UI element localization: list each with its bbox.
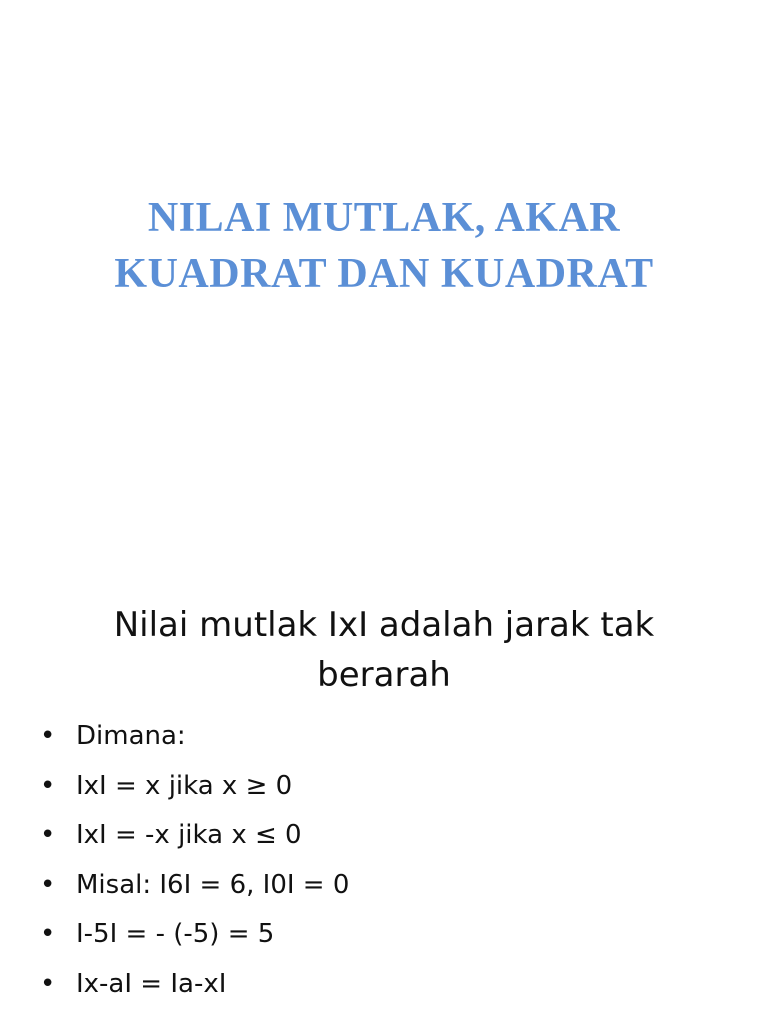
bullet-item xyxy=(40,811,349,861)
bullet-dot: • xyxy=(40,869,56,900)
bullet-item xyxy=(40,910,349,960)
slide-1-title-line-1: NILAI MUTLAK, AKAR xyxy=(147,195,621,241)
slide-2-title-line-1: Nilai mutlak IxI adalah jarak tak xyxy=(113,605,655,645)
bullet-text: Ix-aI = Ia-xI xyxy=(76,968,227,999)
bullet-text: Dimana: xyxy=(76,721,186,751)
bullet-dot: • xyxy=(40,770,56,801)
slide-1-title xyxy=(40,190,728,302)
slide-2-title-line-2: berarah xyxy=(317,655,451,695)
bullet-text: IxI = -x jika x ≤ 0 xyxy=(76,820,302,850)
bullet-dot: • xyxy=(40,820,56,850)
bullet-dot: • xyxy=(40,721,56,751)
bullet-text: I-5I = - (-5) = 5 xyxy=(76,919,275,949)
bullet-list xyxy=(40,712,349,1009)
bullet-item xyxy=(40,960,349,1010)
slide-2 xyxy=(0,512,768,1024)
bullet-text: IxI = x jika x ≥ 0 xyxy=(76,770,293,801)
bullet-dot: • xyxy=(40,919,56,949)
slide-1-title-line-2: KUADRAT DAN KUADRAT xyxy=(114,251,654,297)
bullet-item xyxy=(40,762,349,812)
bullet-dot: • xyxy=(40,968,56,999)
bullet-item xyxy=(40,712,349,762)
bullet-item xyxy=(40,861,349,911)
slide-2-title xyxy=(60,600,708,700)
bullet-text: Misal: I6I = 6, I0I = 0 xyxy=(76,869,350,900)
